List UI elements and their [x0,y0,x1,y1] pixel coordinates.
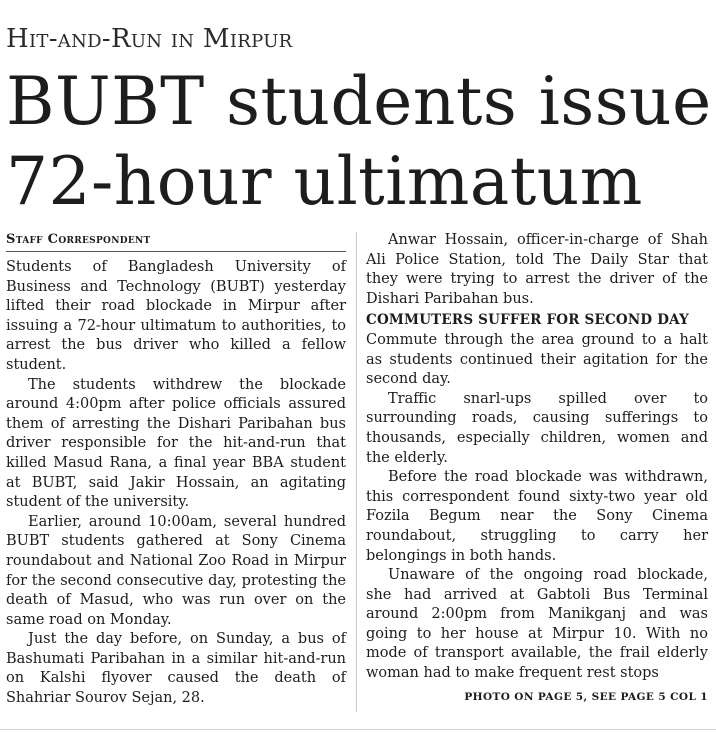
paragraph: Traffic snarl-ups spilled over to surrounding roads, causing sufferings to thousands, especially children, women and the elderly. [366,390,708,466]
paragraph: Before the road blockade was withdrawn, this correspondent found sixty-two year old Fozila Begum near the Sony Cinema roundabout, struggling to carry her belongings in both hands. [366,469,708,564]
subheading: COMMUTERS SUFFER FOR SECOND DAY [366,312,689,329]
headline [6,62,716,222]
right-column [366,231,708,707]
paragraph: Unaware of the ongoing road blockade, she had arrived at Gabtoli Bus Terminal around 2:00pm from Manikganj and was going to her house at Mirpur 10. With no mode of transport available, the frail elderly woman had to make frequent rest stops [366,567,708,682]
headline-line-1: BUBT students issue [6,63,712,140]
paragraph: Students of Bangladesh University of Business and Technology (BUBT) yesterday lifted their road blockade in Mirpur after issuing a 72-hour ultimatum to authorities, to arrest the bus driver who killed a fellow student. [6,259,346,373]
paragraph: Earlier, around 10:00am, several hundred BUBT students gathered at Sony Cinema roundabout and National Zoo Road in Mirpur for the second consecutive day, protesting the death of Masud, who was run over on the same road on Monday. [6,513,346,628]
paragraph: Just the day before, on Sunday, a bus of Bashumati Paribahan in a similar hit-and-run on Kalshi flyover caused the death of Shahriar Sourov Sejan, 28. [6,631,346,707]
kicker: Hit-and-Run in Mirpur [6,24,293,54]
paragraph: The students withdrew the blockade around 4:00pm after police officials assured them of arresting the Dishari Paribahan bus driver responsible for the hit-and-run that killed Masud Rana, a final year BBA student at BUBT, said Jakir Hossain, an agitating student of the university. [6,376,346,511]
paragraph: Commute through the area ground to a halt as students continued their agitation for the second day. [366,331,708,388]
bottom-divider [0,729,716,730]
left-column [6,231,346,709]
paragraph: Anwar Hossain, officer-in-charge of Shah Ali Police Station, told The Daily Star that they were trying to arrest the driver of the Dishari Paribahan bus. [366,232,708,307]
column-divider [356,232,357,712]
headline-line-2: 72-hour ultimatum [6,143,643,220]
photo-reference-note: PHOTO ON PAGE 5, SEE PAGE 5 COL 1 [464,690,708,703]
byline: Staff Correspondent [6,231,346,252]
